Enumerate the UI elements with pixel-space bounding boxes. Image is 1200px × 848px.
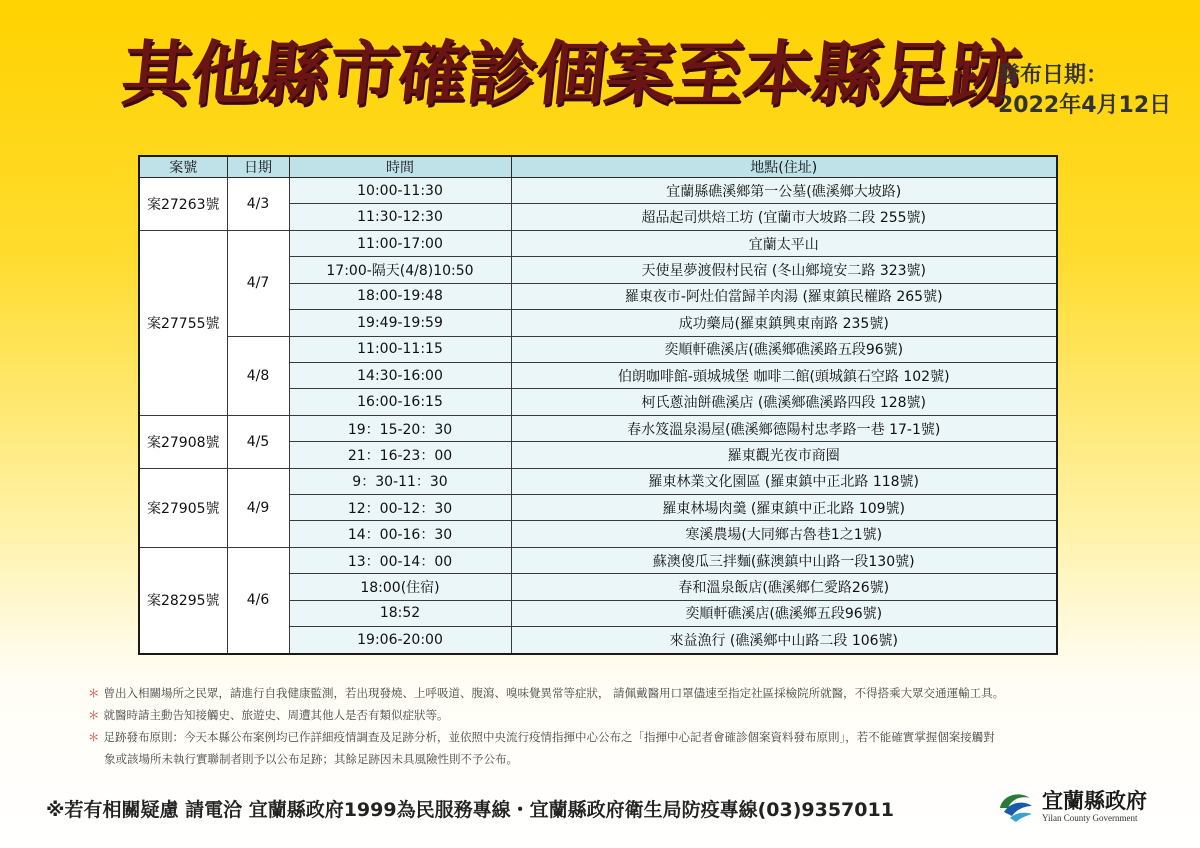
note-release-principle xyxy=(88,726,1168,748)
time-cell: 16:00-16:15 xyxy=(289,389,511,415)
note-text: 象或該場所未執行實聯制者則予以公布足跡；其餘足跡因未具風險性則不予公布。 xyxy=(104,752,518,766)
column-header-location: 地點(住址) xyxy=(511,156,1057,178)
footprint-table xyxy=(138,155,1058,655)
case-number-cell: 案27908號 xyxy=(139,415,227,468)
location-cell: 寒溪農場(大同鄉古魯巷1之1號) xyxy=(511,521,1057,547)
column-header-time: 時間 xyxy=(289,156,511,178)
table-body xyxy=(139,178,1057,655)
time-cell: 9：30-11：30 xyxy=(289,468,511,494)
yilan-government-logo xyxy=(996,788,1147,824)
case-number-cell: 案27263號 xyxy=(139,178,227,231)
date-cell: 4/8 xyxy=(227,336,289,415)
time-cell: 18:52 xyxy=(289,600,511,626)
location-cell: 宜蘭太平山 xyxy=(511,230,1057,256)
time-cell: 11:00-17:00 xyxy=(289,230,511,256)
time-cell: 21：16-23：00 xyxy=(289,442,511,468)
note-self-monitoring xyxy=(88,682,1168,704)
case-number-cell: 案27755號 xyxy=(139,230,227,415)
page-title: 其他縣市確診個案至本縣足跡 xyxy=(117,33,1024,115)
table-row xyxy=(139,178,1057,204)
location-cell: 來益漁行 (礁溪鄉中山路二段 106號) xyxy=(511,627,1057,654)
time-cell: 14：00-16：30 xyxy=(289,521,511,547)
time-cell: 12：00-12：30 xyxy=(289,495,511,521)
location-cell: 成功藥局(羅東鎮興東南路 235號) xyxy=(511,310,1057,336)
time-cell: 19:49-19:59 xyxy=(289,310,511,336)
time-cell: 11:30-12:30 xyxy=(289,204,511,230)
notes-section xyxy=(88,682,1168,770)
location-cell: 超品起司烘焙工坊 (宜蘭市大坡路二段 255號) xyxy=(511,204,1057,230)
table-row xyxy=(139,336,1057,362)
note-medical-disclosure xyxy=(88,704,1168,726)
table-row xyxy=(139,468,1057,494)
time-cell: 19：15-20：30 xyxy=(289,415,511,441)
time-cell: 18:00-19:48 xyxy=(289,283,511,309)
date-cell: 4/5 xyxy=(227,415,289,468)
logo-english-name: Yilan County Government xyxy=(1042,813,1138,823)
date-cell: 4/7 xyxy=(227,230,289,336)
location-cell: 奕順軒礁溪店(礁溪鄉五段96號) xyxy=(511,600,1057,626)
table-row xyxy=(139,230,1057,256)
note-star-icon: ＊ xyxy=(88,686,100,700)
note-star-icon: ＊ xyxy=(88,730,100,744)
case-number-cell: 案27905號 xyxy=(139,468,227,547)
time-cell: 19:06-20:00 xyxy=(289,627,511,654)
location-cell: 羅東林業文化園區 (羅東鎮中正北路 118號) xyxy=(511,468,1057,494)
location-cell: 宜蘭縣礁溪鄉第一公墓(礁溪鄉大坡路) xyxy=(511,178,1057,204)
footer-hotline: ※若有相關疑慮 請電洽 宜蘭縣政府1999為民服務專線・宜蘭縣政府衛生局防疫專線(03)9357011 xyxy=(46,799,894,821)
yilan-emblem-icon xyxy=(996,788,1036,824)
date-cell: 4/9 xyxy=(227,468,289,547)
time-cell: 17:00-隔天(4/8)10:50 xyxy=(289,257,511,283)
time-cell: 18:00(住宿) xyxy=(289,574,511,600)
note-text: 就醫時請主動告知接觸史、旅遊史、周遭其他人是否有類似症狀等。 xyxy=(103,708,449,722)
column-header-case: 案號 xyxy=(139,156,227,178)
column-header-date: 日期 xyxy=(227,156,289,178)
location-cell: 羅東觀光夜市商圈 xyxy=(511,442,1057,468)
date-cell: 4/6 xyxy=(227,547,289,654)
location-cell: 羅東夜市-阿灶伯當歸羊肉湯 (羅東鎮民權路 265號) xyxy=(511,283,1057,309)
note-release-principle-cont xyxy=(88,748,1168,770)
time-cell: 10:00-11:30 xyxy=(289,178,511,204)
location-cell: 天使星夢渡假村民宿 (冬山鄉境安二路 323號) xyxy=(511,257,1057,283)
logo-name: 宜蘭縣政府 xyxy=(1042,788,1147,813)
location-cell: 奕順軒礁溪店(礁溪鄉礁溪路五段96號) xyxy=(511,336,1057,362)
date-cell: 4/3 xyxy=(227,178,289,231)
location-cell: 春和溫泉飯店(礁溪鄉仁愛路26號) xyxy=(511,574,1057,600)
table-row xyxy=(139,547,1057,573)
note-text: 足跡發布原則：今天本縣公布案例均已作詳細疫情調查及足跡分析，並依照中央流行疫情指揮中心公布之「指揮中心記者會確診個案資料發布原則」，若不能確實掌握個案接觸對 xyxy=(103,730,995,744)
location-cell: 蘇澳傻瓜三拌麵(蘇澳鎮中山路一段130號) xyxy=(511,547,1057,573)
note-star-icon: ＊ xyxy=(88,708,100,722)
location-cell: 羅東林場肉羹 (羅東鎮中正北路 109號) xyxy=(511,495,1057,521)
time-cell: 11:00-11:15 xyxy=(289,336,511,362)
location-cell: 柯氏蔥油餅礁溪店 (礁溪鄉礁溪路四段 128號) xyxy=(511,389,1057,415)
time-cell: 13：00-14：00 xyxy=(289,547,511,573)
release-date-label: 發布日期： xyxy=(998,63,1109,88)
note-text: 曾出入相關場所之民眾，請進行自我健康監測，若出現發燒、上呼吸道、腹瀉、嗅味覺異常等症狀， 請佩戴醫用口罩儘速至指定社區採檢院所就醫，不得搭乘大眾交通運輸工具。 xyxy=(103,686,1005,700)
table-row xyxy=(139,415,1057,441)
table-header-row xyxy=(139,156,1057,178)
location-cell: 春水笈溫泉湯屋(礁溪鄉德陽村忠孝路一巷 17-1號) xyxy=(511,415,1057,441)
release-date-value: 2022年4月12日 xyxy=(998,93,1172,118)
location-cell: 伯朗咖啡館-頭城城堡 咖啡二館(頭城鎮石空路 102號) xyxy=(511,362,1057,388)
time-cell: 14:30-16:00 xyxy=(289,362,511,388)
case-number-cell: 案28295號 xyxy=(139,547,227,654)
